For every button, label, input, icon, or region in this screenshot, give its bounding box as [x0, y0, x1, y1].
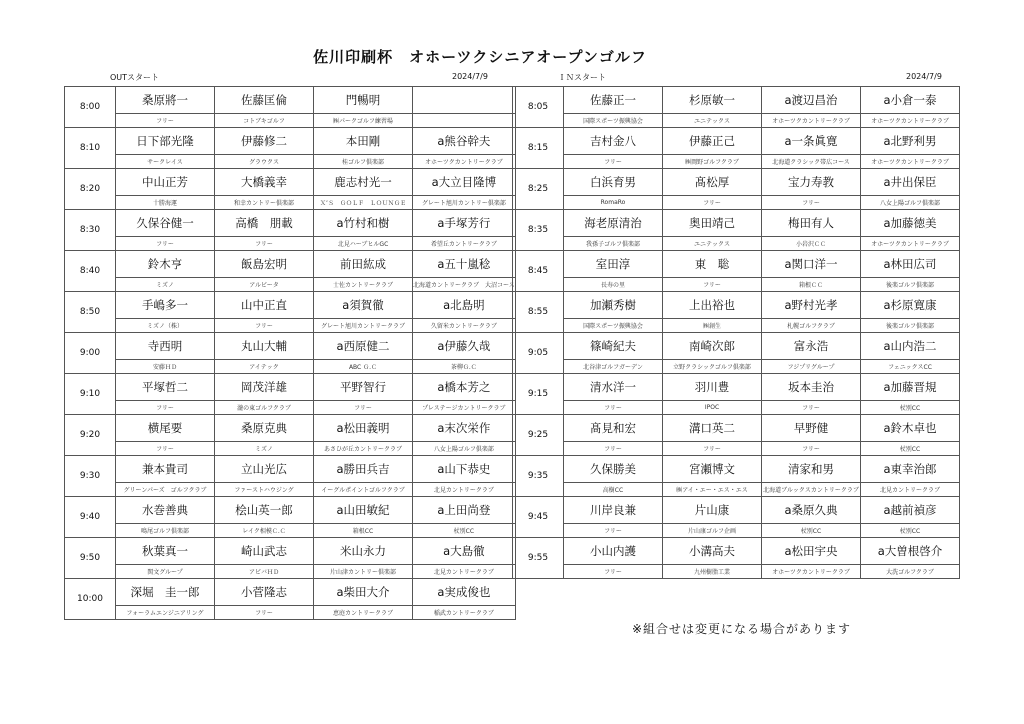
tee-time: 8:40 [65, 251, 116, 292]
player-club: 高樹CC [564, 483, 663, 497]
player-club: グラウクス [215, 155, 314, 169]
player-club: 北見カントリークラブ [861, 483, 960, 497]
player-club: 関文グループ [116, 565, 215, 579]
player-club: 十勝海運 [116, 196, 215, 210]
player-club: フリー [564, 442, 663, 456]
player-club: 桂ゴルフ倶楽部 [314, 155, 413, 169]
in-pairings-table [512, 86, 960, 579]
player-club: フェニックスCC [861, 360, 960, 374]
player-club: 杖別CC [413, 524, 516, 538]
player-club: 大洗ゴルフクラブ [861, 565, 960, 579]
player-name: a越前禎彦 [861, 497, 960, 524]
player-name: a実成俊也 [413, 579, 516, 606]
player-name: 前田紘成 [314, 251, 413, 278]
group-player-row [513, 87, 960, 114]
tee-time: 9:00 [65, 333, 116, 374]
player-name: a渡辺昌治 [762, 87, 861, 114]
group-player-row [65, 87, 516, 114]
player-club: グレート旭川カントリークラブ [314, 319, 413, 333]
player-club: フジプリグループ [762, 360, 861, 374]
player-club: オホーツクカントリークラブ [861, 114, 960, 128]
player-club: フリー [564, 524, 663, 538]
player-name [413, 87, 516, 114]
tee-time: 9:50 [65, 538, 116, 579]
player-name: a加藤晋規 [861, 374, 960, 401]
player-club: 北見カントリークラブ [413, 565, 516, 579]
player-club: ABC Ｇ.Ｃ [314, 360, 413, 374]
group-club-row [513, 155, 960, 169]
group-club-row [65, 237, 516, 251]
player-name: a小倉一泰 [861, 87, 960, 114]
player-club: 北見ハーブヒルGC [314, 237, 413, 251]
player-name: 溝口英二 [663, 415, 762, 442]
player-club: 茶柳Ｇ.Ｃ [413, 360, 516, 374]
player-name: 大橋義幸 [215, 169, 314, 196]
tee-time: 8:20 [65, 169, 116, 210]
player-club: 国際スポーツ振興協会 [564, 319, 663, 333]
player-club: 稲武カントリークラブ [413, 606, 516, 620]
player-name: a須賀徹 [314, 292, 413, 319]
player-club: フリー [116, 442, 215, 456]
player-name: 室田淳 [564, 251, 663, 278]
tee-time: 8:30 [65, 210, 116, 251]
player-club: 希望丘カントリークラブ [413, 237, 516, 251]
group-player-row [65, 292, 516, 319]
tee-time: 9:20 [65, 415, 116, 456]
player-name: 鈴木亨 [116, 251, 215, 278]
player-name: 桑原將一 [116, 87, 215, 114]
tee-time: 9:35 [513, 456, 564, 497]
player-name: 清家和男 [762, 456, 861, 483]
group-player-row [513, 333, 960, 360]
player-name: 深堀 圭一郎 [116, 579, 215, 606]
tee-time: 9:25 [513, 415, 564, 456]
player-club: 士佐カントリークラブ [314, 278, 413, 292]
player-name: 篠崎紀夫 [564, 333, 663, 360]
player-name: 奥田靖己 [663, 210, 762, 237]
player-name: a上田尚登 [413, 497, 516, 524]
group-player-row [65, 333, 516, 360]
tee-time: 9:55 [513, 538, 564, 579]
group-club-row [65, 483, 516, 497]
player-club: 後楽ゴルフ倶楽部 [861, 278, 960, 292]
player-name: 横尾要 [116, 415, 215, 442]
player-club: 瀧の東ゴルフクラブ [215, 401, 314, 415]
player-club: ㈱岡野ゴルフクラブ [663, 155, 762, 169]
player-name: a鈴木卓也 [861, 415, 960, 442]
player-name: 丸山大輔 [215, 333, 314, 360]
tee-time: 8:00 [65, 87, 116, 128]
player-name: a橋本芳之 [413, 374, 516, 401]
player-name: a関口洋一 [762, 251, 861, 278]
player-club: オホーツクカントリークラブ [762, 114, 861, 128]
group-club-row [65, 114, 516, 128]
group-player-row [65, 497, 516, 524]
player-name: 手嶋多一 [116, 292, 215, 319]
player-club: Ｘ’Ｓ ＧＯＬＦ ＬＯＵＮＧＥ [314, 196, 413, 210]
player-name: 宝力寿教 [762, 169, 861, 196]
player-club: 片山康ゴルフ企画 [663, 524, 762, 538]
player-club: ミズノ [116, 278, 215, 292]
player-club: 和幸カントリー倶楽部 [215, 196, 314, 210]
group-player-row [513, 292, 960, 319]
player-club: 箱根CC [314, 524, 413, 538]
group-club-row [65, 606, 516, 620]
group-club-row [513, 442, 960, 456]
player-club: フリー [116, 114, 215, 128]
player-name: 海老原清治 [564, 210, 663, 237]
tee-time: 9:40 [65, 497, 116, 538]
player-name: 桑原克典 [215, 415, 314, 442]
player-name: 久保勝美 [564, 456, 663, 483]
player-club: IPOC [663, 401, 762, 415]
player-club: フリー [564, 565, 663, 579]
player-name: 坂本圭治 [762, 374, 861, 401]
group-player-row [65, 579, 516, 606]
player-name: 東 聡 [663, 251, 762, 278]
player-name: 日下部光隆 [116, 128, 215, 155]
player-club: 小岩沢ＣＣ [762, 237, 861, 251]
player-club: フリー [215, 237, 314, 251]
tee-time: 8:05 [513, 87, 564, 128]
player-club: 北谷津ゴルフガーデン [564, 360, 663, 374]
group-player-row [65, 538, 516, 565]
player-club: 北海道カントリークラブ 大沼コース [413, 278, 516, 292]
player-club: 八女上陽ゴルフ倶楽部 [413, 442, 516, 456]
group-club-row [65, 442, 516, 456]
group-player-row [513, 456, 960, 483]
player-name: 早野健 [762, 415, 861, 442]
tee-time: 8:35 [513, 210, 564, 251]
player-name: 飯島宏明 [215, 251, 314, 278]
player-name: a松田義明 [314, 415, 413, 442]
player-club: RomaRo [564, 196, 663, 210]
player-name: 平野智行 [314, 374, 413, 401]
player-name: 伊藤正己 [663, 128, 762, 155]
player-club: オホーツクカントリークラブ [861, 237, 960, 251]
page-title: 佐川印刷杯 オホーツクシニアオープンゴルフ [313, 48, 647, 66]
player-name: 吉村金八 [564, 128, 663, 155]
group-player-row [65, 415, 516, 442]
player-name: 中山正芳 [116, 169, 215, 196]
tee-time: 9:45 [513, 497, 564, 538]
player-club: 箱根ＣＣ [762, 278, 861, 292]
player-name: a大立目隆博 [413, 169, 516, 196]
player-club: グレート旭川カントリー倶楽部 [413, 196, 516, 210]
group-club-row [65, 319, 516, 333]
group-player-row [513, 128, 960, 155]
player-name: a野村光孝 [762, 292, 861, 319]
player-name: 佐藤正一 [564, 87, 663, 114]
player-name: 立山光広 [215, 456, 314, 483]
group-club-row [513, 278, 960, 292]
group-club-row [65, 524, 516, 538]
player-club: コトブキゴルフ [215, 114, 314, 128]
player-name: 久保谷健一 [116, 210, 215, 237]
player-club: ミズノ（株） [116, 319, 215, 333]
player-club: フリー [215, 319, 314, 333]
player-club: 国際スポーツ振興協会 [564, 114, 663, 128]
player-name: 本田剛 [314, 128, 413, 155]
player-name: a井出保臣 [861, 169, 960, 196]
player-club: アイテック [215, 360, 314, 374]
group-player-row [65, 374, 516, 401]
player-club: あさひが丘カントリークラブ [314, 442, 413, 456]
player-club: フリー [564, 401, 663, 415]
group-club-row [513, 114, 960, 128]
group-player-row [513, 169, 960, 196]
player-club: 恵庭カントリークラブ [314, 606, 413, 620]
group-club-row [513, 196, 960, 210]
group-player-row [513, 538, 960, 565]
in-start-label: ＩＮスタート [558, 73, 606, 82]
player-name: 小菅隆志 [215, 579, 314, 606]
player-club: フリー [663, 442, 762, 456]
player-name: a杉原寛康 [861, 292, 960, 319]
player-name: 髙見和宏 [564, 415, 663, 442]
tee-time: 8:55 [513, 292, 564, 333]
player-club: 安藤ＨＤ [116, 360, 215, 374]
player-club: プレステージカントリークラブ [413, 401, 516, 415]
group-club-row [513, 237, 960, 251]
tee-time: 9:10 [65, 374, 116, 415]
group-club-row [65, 278, 516, 292]
player-club: アルビータ [215, 278, 314, 292]
group-club-row [513, 360, 960, 374]
player-name: 小山内護 [564, 538, 663, 565]
player-name: 白浜育男 [564, 169, 663, 196]
player-name: a伊藤久哉 [413, 333, 516, 360]
player-club: フリー [663, 278, 762, 292]
player-club: ㈱創生 [663, 319, 762, 333]
group-player-row [513, 210, 960, 237]
player-club: 北見カントリークラブ [413, 483, 516, 497]
group-club-row [513, 319, 960, 333]
group-club-row [65, 360, 516, 374]
group-player-row [513, 374, 960, 401]
player-name: a山田敏紀 [314, 497, 413, 524]
player-name: a松田宇央 [762, 538, 861, 565]
player-club: 杖別CC [762, 524, 861, 538]
player-name: 清水洋一 [564, 374, 663, 401]
player-club: 九州樹脂工業 [663, 565, 762, 579]
player-club: フリー [116, 237, 215, 251]
group-player-row [513, 415, 960, 442]
group-club-row [65, 401, 516, 415]
player-club: 八女上陽ゴルフ倶楽部 [861, 196, 960, 210]
group-player-row [65, 128, 516, 155]
player-name: 桧山英一郎 [215, 497, 314, 524]
tee-time: 9:05 [513, 333, 564, 374]
player-club: 立野クラシックゴルフ倶楽部 [663, 360, 762, 374]
player-club: ミズノ [215, 442, 314, 456]
player-name: a桑原久典 [762, 497, 861, 524]
player-club: オホーツクカントリークラブ [861, 155, 960, 169]
player-club: フリー [762, 401, 861, 415]
out-date: 2024/7/9 [452, 72, 488, 81]
player-name: a熊谷幹夫 [413, 128, 516, 155]
player-club: オホーツクカントリークラブ [762, 565, 861, 579]
player-name: 米山永力 [314, 538, 413, 565]
player-name: a竹村和樹 [314, 210, 413, 237]
tee-time: 8:50 [65, 292, 116, 333]
player-club: 杖別CC [861, 442, 960, 456]
player-name: 富永浩 [762, 333, 861, 360]
group-player-row [65, 456, 516, 483]
player-name: 髙松厚 [663, 169, 762, 196]
player-name: 岡茂洋雄 [215, 374, 314, 401]
player-name: a加藤徳美 [861, 210, 960, 237]
change-notice: ※組合せは変更になる場合があります [632, 622, 852, 636]
player-name: 小溝高夫 [663, 538, 762, 565]
player-club: オホーツクカントリークラブ [413, 155, 516, 169]
player-name: a北野利男 [861, 128, 960, 155]
player-club: サークレイス [116, 155, 215, 169]
player-name: a一条眞寛 [762, 128, 861, 155]
tee-time: 10:00 [65, 579, 116, 620]
player-club: ユニテックス [663, 114, 762, 128]
player-name: 門暢明 [314, 87, 413, 114]
player-name: 兼本貴司 [116, 456, 215, 483]
player-club: 杖別CC [861, 401, 960, 415]
player-club: フリー [762, 442, 861, 456]
player-name: 秋葉真一 [116, 538, 215, 565]
player-club: フリー [663, 196, 762, 210]
player-club: 後楽ゴルフ倶楽部 [861, 319, 960, 333]
player-club: 片山津カントリー倶楽部 [314, 565, 413, 579]
tee-time: 8:10 [65, 128, 116, 169]
player-name: a大島徹 [413, 538, 516, 565]
player-name: 平塚哲二 [116, 374, 215, 401]
player-name: a大曽根啓介 [861, 538, 960, 565]
player-name: 伊藤修二 [215, 128, 314, 155]
player-name: a五十嵐稔 [413, 251, 516, 278]
player-club: 札幌ゴルフクラブ [762, 319, 861, 333]
group-player-row [513, 251, 960, 278]
in-date: 2024/7/9 [906, 72, 942, 81]
player-club: フリー [215, 606, 314, 620]
player-name: a山内浩二 [861, 333, 960, 360]
player-club: ユニテックス [663, 237, 762, 251]
player-name: 鹿志村光一 [314, 169, 413, 196]
player-name: a林田広司 [861, 251, 960, 278]
player-name: a柴田大介 [314, 579, 413, 606]
tee-time: 8:45 [513, 251, 564, 292]
player-club: フリー [762, 196, 861, 210]
group-player-row [65, 210, 516, 237]
player-club: グリーンパーズ ゴルフクラブ [116, 483, 215, 497]
player-name: 宮瀬博文 [663, 456, 762, 483]
tee-time: 9:15 [513, 374, 564, 415]
group-player-row [513, 497, 960, 524]
player-name: a北島明 [413, 292, 516, 319]
player-club: フリー [116, 401, 215, 415]
group-club-row [65, 155, 516, 169]
player-name: 山中正直 [215, 292, 314, 319]
player-club: 杖別CC [861, 524, 960, 538]
player-name: 寺西明 [116, 333, 215, 360]
group-club-row [513, 401, 960, 415]
player-name: 佐藤匡倫 [215, 87, 314, 114]
group-player-row [65, 251, 516, 278]
player-name: a東幸治郎 [861, 456, 960, 483]
player-name: a勝田兵吉 [314, 456, 413, 483]
group-club-row [513, 483, 960, 497]
player-name: 崎山武志 [215, 538, 314, 565]
player-name: a山下恭史 [413, 456, 516, 483]
group-club-row [65, 196, 516, 210]
player-name: 南崎次郎 [663, 333, 762, 360]
group-player-row [65, 169, 516, 196]
player-club: ㈱パークゴルフ練習場 [314, 114, 413, 128]
group-club-row [513, 565, 960, 579]
player-club: 鳴尾ゴルフ倶楽部 [116, 524, 215, 538]
tee-time: 9:30 [65, 456, 116, 497]
player-name: a手塚芳行 [413, 210, 516, 237]
player-name: a西原健二 [314, 333, 413, 360]
player-club: 北海道クラシック帯広コース [762, 155, 861, 169]
player-name: 羽川豊 [663, 374, 762, 401]
player-club: ファーストハウジング [215, 483, 314, 497]
group-club-row [65, 565, 516, 579]
player-name: 片山康 [663, 497, 762, 524]
group-club-row [513, 524, 960, 538]
out-pairings-table [64, 86, 516, 620]
player-name: 杉原敏一 [663, 87, 762, 114]
player-club: フリー [314, 401, 413, 415]
player-name: 上出裕也 [663, 292, 762, 319]
player-club: 我孫子ゴルフ倶楽部 [564, 237, 663, 251]
player-club: レイク相模Ｃ.Ｃ [215, 524, 314, 538]
player-name: 高橋 朋載 [215, 210, 314, 237]
player-name: 梅田有人 [762, 210, 861, 237]
player-name: 水巻善典 [116, 497, 215, 524]
player-club: アビバＨＤ [215, 565, 314, 579]
player-club: ㈱アイ・エー・エス・エス [663, 483, 762, 497]
tee-time: 8:25 [513, 169, 564, 210]
tee-time: 8:15 [513, 128, 564, 169]
player-name: 加瀬秀樹 [564, 292, 663, 319]
player-club: フォーラムエンジニアリング [116, 606, 215, 620]
player-club: 北海道ブルックスカントリークラブ [762, 483, 861, 497]
player-name: 川岸良兼 [564, 497, 663, 524]
player-name: a末次栄作 [413, 415, 516, 442]
player-club: フリー [564, 155, 663, 169]
out-start-label: OUTスタート [110, 73, 160, 82]
player-club: 久留米カントリークラブ [413, 319, 516, 333]
player-club [413, 114, 516, 128]
player-club: 長寿の里 [564, 278, 663, 292]
player-club: イーグルポイントゴルフクラブ [314, 483, 413, 497]
